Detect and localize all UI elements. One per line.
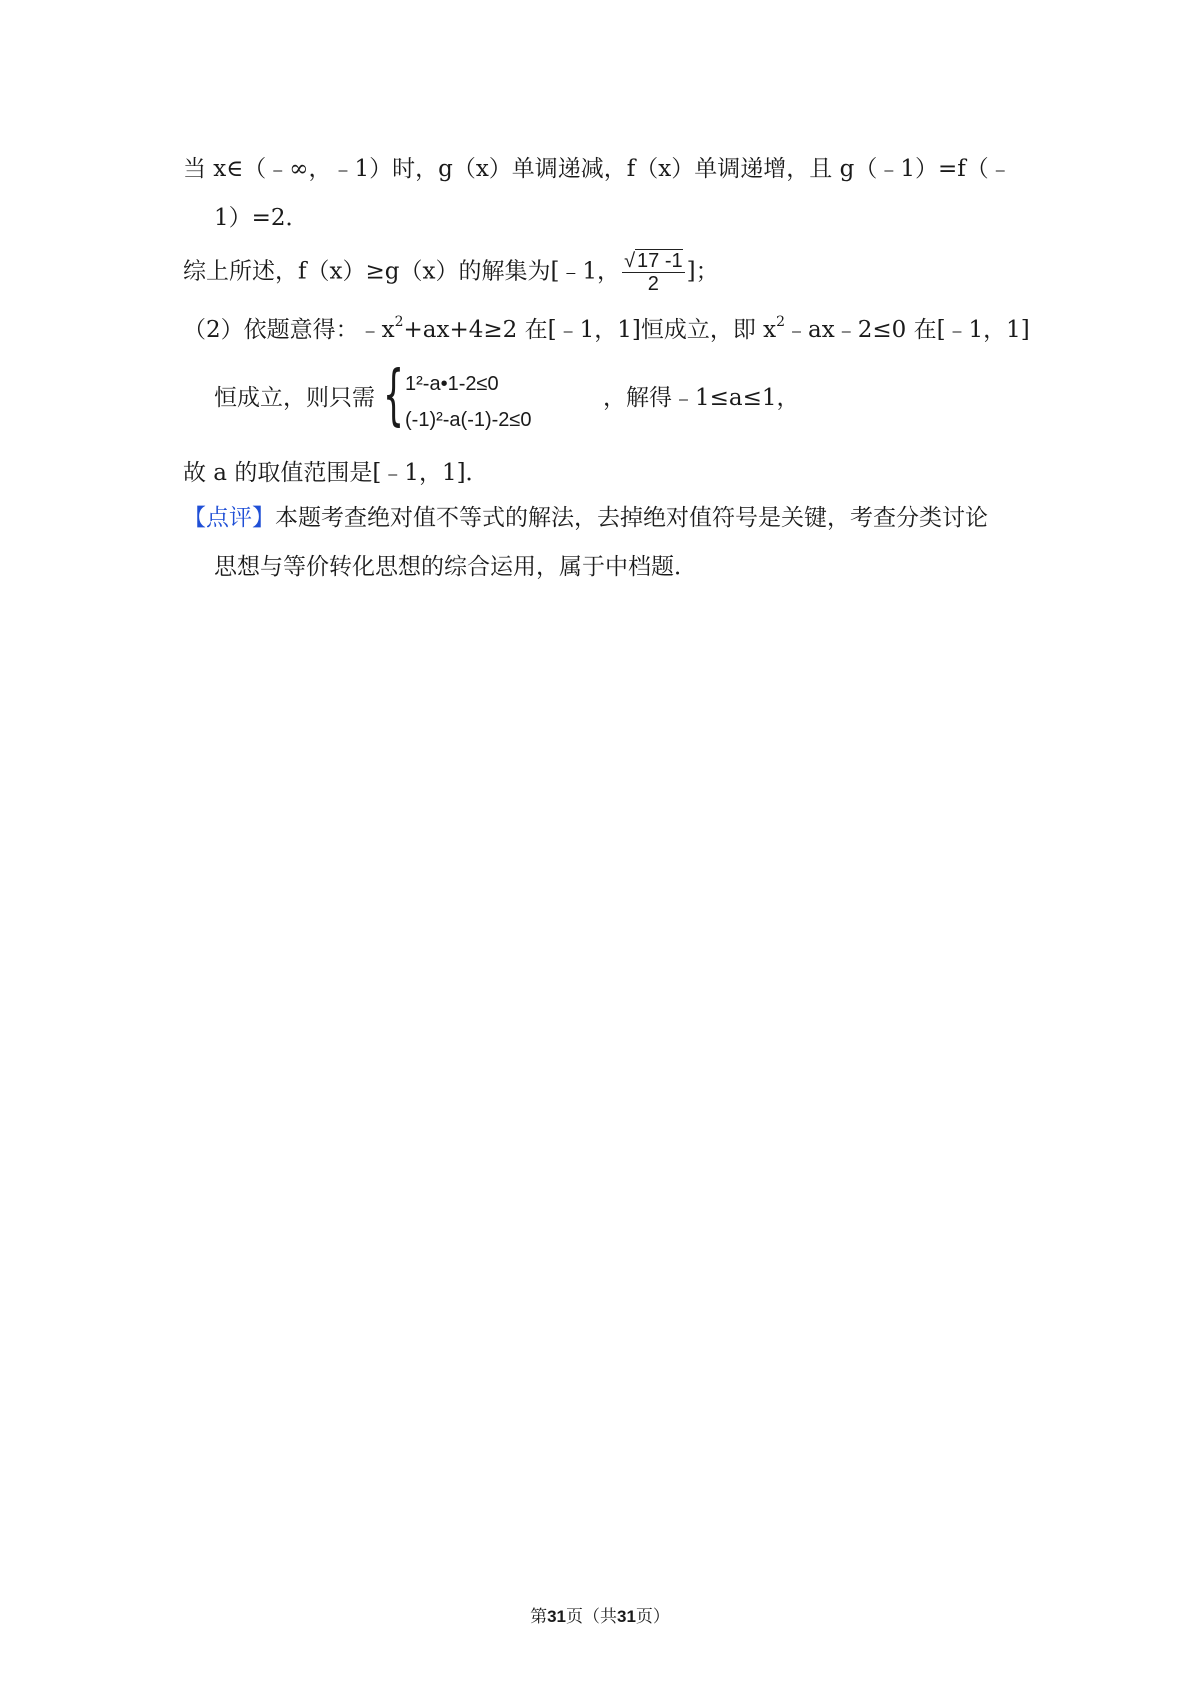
- text-line-6: 故 a 的取值范围是[﹣1，1]．: [183, 460, 489, 486]
- footer-prefix: 第: [530, 1607, 548, 1627]
- comment-text: 本题考查绝对值不等式的解法，去掉绝对值符号是关键，考查分类讨论: [275, 505, 988, 531]
- solution-set-prefix: 综上所述，f（x）≥g（x）的解集为[﹣1，: [183, 258, 621, 285]
- page-footer: [0, 1602, 1200, 1627]
- text-part-a: （2）依题意得：﹣x: [183, 317, 395, 343]
- superscript-2: 2: [776, 314, 786, 331]
- solution-set-suffix: ]；: [686, 258, 719, 285]
- fraction: [622, 250, 685, 295]
- inequality-system: [383, 356, 623, 436]
- text-line-1: 当 x∈（﹣∞，﹣1）时，g（x）单调递减，f（x）单调递增，且 g（﹣1）=f（﹣: [183, 156, 1012, 182]
- footer-suffix: 页）: [635, 1607, 670, 1627]
- current-page-number: 31: [547, 1607, 566, 1626]
- comment-line-2: 思想与等价转化思想的综合运用，属于中档题．: [214, 554, 697, 580]
- text-part-b: +ax+4≥2 在[﹣1，1]恒成立，即 x: [403, 317, 777, 343]
- comment-line-1: [183, 503, 988, 533]
- brace-icon: {: [383, 356, 404, 433]
- fraction-numerator: √ 17 -1: [624, 250, 683, 272]
- total-page-number: 31: [617, 1607, 636, 1626]
- system-equation-1: 1²-a•1-2≤0: [405, 373, 499, 395]
- superscript-1: 2: [394, 314, 404, 331]
- text-line-5-prefix: 恒成立，则只需: [214, 385, 375, 411]
- text-line-2: 1）=2．: [214, 205, 309, 231]
- comment-tag: 【点评】: [183, 505, 275, 531]
- text-line-3: [183, 250, 719, 295]
- text-line-4: [183, 315, 1030, 345]
- footer-middle: 页（共: [566, 1607, 617, 1627]
- system-equation-2: (-1)²-a(-1)-2≤0: [405, 409, 532, 431]
- text-line-5-suffix: ，解得﹣1≤a≤1，: [603, 385, 800, 411]
- text-part-c: ﹣ax﹣2≤0 在[﹣1，1]: [785, 317, 1030, 343]
- fraction-denominator: 2: [647, 273, 659, 295]
